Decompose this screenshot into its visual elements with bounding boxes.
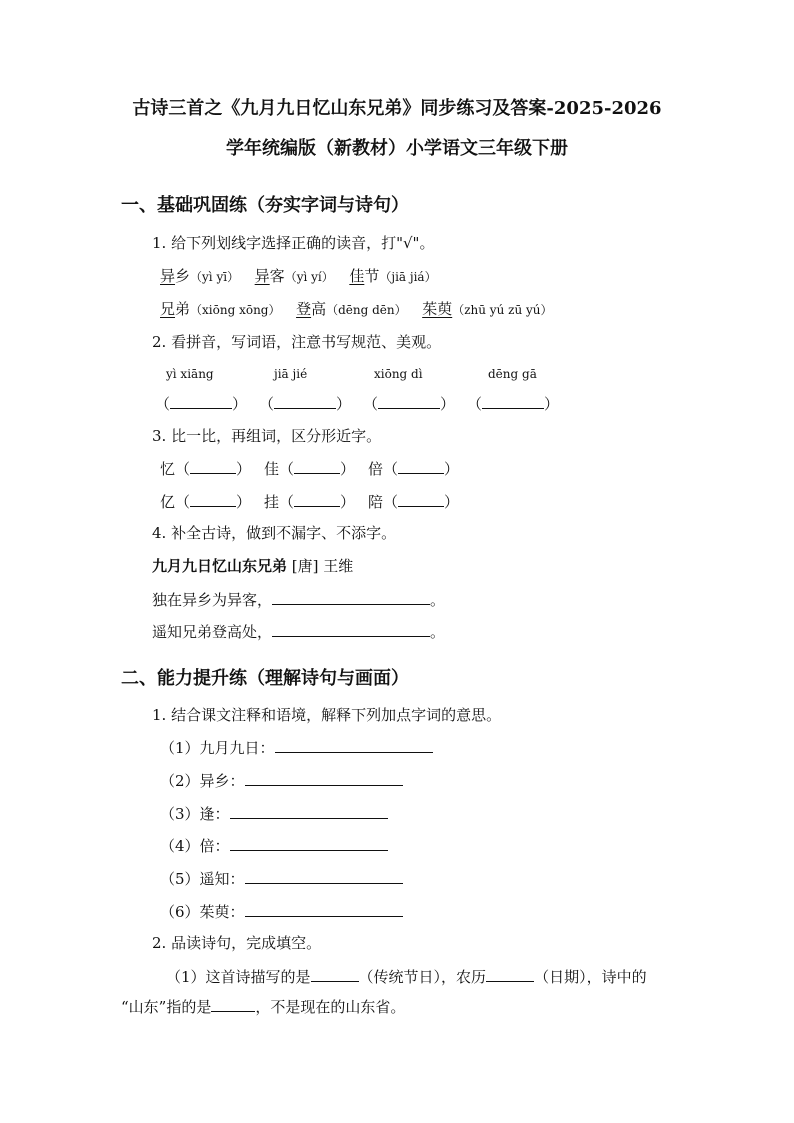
- q3-item: 佳（ ）: [264, 460, 356, 478]
- q2-pinyin-4: dēng gā: [488, 367, 537, 381]
- q1-prompt: 1. 给下列划线字选择正确的读音，打"√"。: [152, 234, 435, 252]
- answer-blank[interactable]: [311, 966, 359, 982]
- answer-blank[interactable]: [294, 458, 340, 474]
- s2-q1-item: （3）逢：: [160, 803, 388, 824]
- q1-item: 登高（dēng dēn）: [296, 300, 407, 318]
- answer-blank[interactable]: [230, 835, 388, 851]
- document-title-line1: 古诗三首之《九月九日忆山东兄弟》同步练习及答案-2025-2026: [132, 98, 662, 119]
- q1-row2: [160, 299, 553, 320]
- answer-blank[interactable]: [245, 901, 403, 917]
- q4-prompt: 4. 补全古诗，做到不漏字、不添字。: [152, 524, 397, 542]
- answer-blank[interactable]: [378, 393, 440, 409]
- q2-pinyin-3: xiōng dì: [374, 367, 423, 381]
- answer-blank[interactable]: [245, 770, 403, 786]
- q3-item: 挂（ ）: [264, 493, 356, 511]
- answer-blank[interactable]: [486, 966, 534, 982]
- s2-q1-item: （6）茱萸：: [160, 901, 403, 922]
- poem-author: 王维: [323, 557, 354, 575]
- q1-row1: [160, 266, 437, 287]
- answer-blank[interactable]: [170, 393, 232, 409]
- poem-heading: [152, 556, 353, 576]
- document-title-line2: 学年统编版（新教材）小学语文三年级下册: [226, 138, 568, 159]
- answer-blank[interactable]: [245, 868, 403, 884]
- answer-blank[interactable]: [275, 737, 433, 753]
- q3-prompt: 3. 比一比，再组词，区分形近字。: [152, 427, 382, 445]
- s2-q1-prompt: 1. 结合课文注释和语境，解释下列加点字词的意思。: [152, 706, 502, 724]
- section1-heading: 一、基础巩固练（夯实字词与诗句）: [121, 195, 409, 216]
- q2-pinyin-2: jiā jié: [274, 367, 308, 381]
- poem-line-1: 独在异乡为异客， 。: [152, 591, 446, 609]
- s2-q1-item: （4）倍：: [160, 835, 388, 856]
- q2-prompt: 2. 看拼音，写词语，注意书写规范、美观。: [152, 333, 442, 351]
- answer-blank[interactable]: [272, 589, 430, 605]
- answer-blank[interactable]: [274, 393, 336, 409]
- q2-pinyin-1: yì xiāng: [166, 367, 214, 381]
- answer-blank[interactable]: [190, 458, 236, 474]
- poem-line-2: 遥知兄弟登高处， 。: [152, 623, 446, 641]
- q3-item: 倍（ ）: [368, 460, 460, 478]
- poem-dynasty: [唐]: [291, 557, 319, 575]
- answer-blank[interactable]: [211, 996, 255, 1012]
- q1-item: 佳节（jiā jiá）: [349, 267, 437, 285]
- poem-title: 九月九日忆山东兄弟: [152, 557, 288, 575]
- s2-q2-sub1-line2: “山东”指的是 ，不是现在的山东省。: [121, 998, 406, 1016]
- s2-q2-prompt: 2. 品读诗句，完成填空。: [152, 934, 322, 952]
- q3-item: 陪（ ）: [368, 493, 460, 511]
- answer-blank[interactable]: [230, 803, 388, 819]
- answer-blank[interactable]: [482, 393, 544, 409]
- answer-blank[interactable]: [190, 491, 236, 507]
- answer-blank[interactable]: [398, 458, 444, 474]
- q2-answer-box-2: （ ）: [259, 395, 352, 413]
- answer-blank[interactable]: [294, 491, 340, 507]
- answer-blank[interactable]: [272, 621, 430, 637]
- s2-q1-item: （5）遥知：: [160, 868, 403, 889]
- section2-heading: 二、能力提升练（理解诗句与画面）: [121, 668, 409, 689]
- q1-item: 异客（yì yí）: [254, 267, 334, 285]
- s2-q2-sub1-line1: （1）这首诗描写的是 （传统节日），农历 （日期），诗中的: [166, 968, 647, 986]
- q1-item: 异乡（yì yī）: [160, 267, 240, 285]
- s2-q1-item: （1）九月九日：: [160, 737, 433, 758]
- answer-blank[interactable]: [398, 491, 444, 507]
- q3-item: 亿（ ）: [160, 493, 252, 511]
- q2-answer-box-4: （ ）: [467, 395, 560, 413]
- q3-item: 忆（ ）: [160, 460, 252, 478]
- q2-answer-box-3: （ ）: [363, 395, 456, 413]
- q1-item: 兄弟（xiōng xōng）: [160, 300, 281, 318]
- q2-answer-box-1: （ ）: [155, 395, 248, 413]
- s2-q1-item: （2）异乡：: [160, 770, 403, 791]
- q1-item: 茱萸（zhū yú zū yú）: [422, 300, 553, 318]
